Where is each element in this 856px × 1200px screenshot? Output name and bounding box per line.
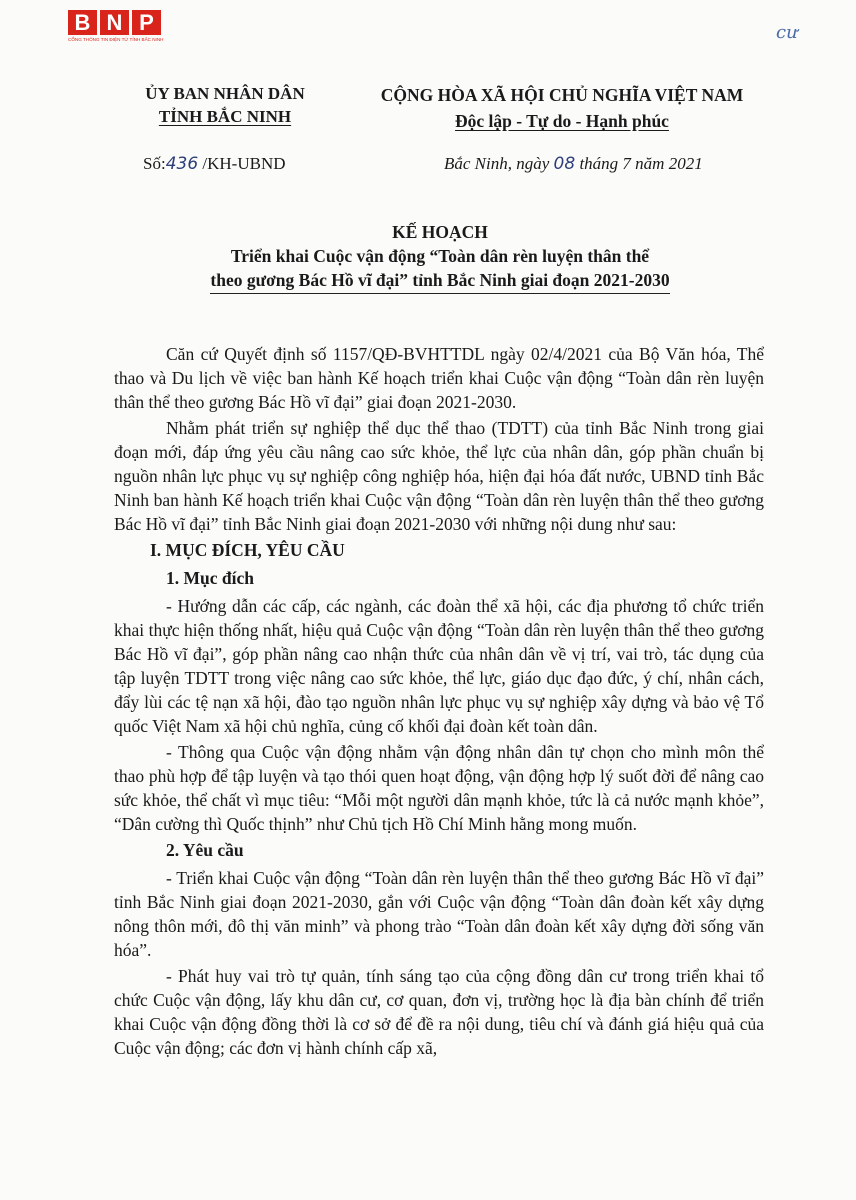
national-motto: Độc lập - Tự do - Hạnh phúc [455, 111, 669, 131]
doc-number-handwritten: 436 [165, 154, 199, 174]
doc-number-suffix: /KH-UBND [202, 154, 286, 173]
logo-tagline: CỔNG THÔNG TIN ĐIỆN TỬ TỈNH BẮC NINH [68, 37, 164, 42]
doc-number-prefix: Số: [143, 154, 166, 173]
document-number [143, 154, 286, 174]
subsection-heading-requirements: 2. Yêu cầu [166, 840, 244, 860]
authority-line-2: TỈNH BẮC NINH [158, 107, 292, 126]
place-date-prefix: Bắc Ninh, ngày [444, 154, 554, 173]
paragraph-purpose-1: - Hướng dẫn các cấp, các ngành, các đoàn thể xã hội, các địa phương tổ chức triển khai thực hiện thống nhất, hiệu quả Cuộc vận động “Toàn dân rèn luyện thân thể theo gương Bác Hồ vĩ đại”, góp phần nâng cao nhận thức của nhân dân về vị trí, vai trò, tác dụng của tập luyện TDTT trong việc nâng cao sức khỏe, thể lực, giáo dục đạo đức, ý chí, nhân cách, đẩy lùi các tệ nạn xã hội, đào tạo nguồn nhân lực phục vụ sự nghiệp xây dựng và bảo vệ Tổ quốc Việt Nam xã hội chủ nghĩa, củng cố khối đại đoàn kết toàn dân. [114, 596, 764, 736]
national-header [352, 82, 772, 134]
place-date-suffix: tháng 7 năm 2021 [575, 154, 703, 173]
place-date [444, 154, 703, 174]
section-heading-1: I. MỤC ĐÍCH, YÊU CẦU [150, 540, 345, 560]
subsection-heading-purpose: 1. Mục đích [166, 568, 254, 588]
paragraph-purpose-intro: Nhằm phát triển sự nghiệp thể dục thể thao (TDTT) của tỉnh Bắc Ninh trong giai đoạn mới, đáp ứng yêu cầu nâng cao sức khỏe, thể lực của nhân dân, góp phần chuẩn bị nguồn nhân lực phục vụ sự nghiệp công nghiệp hóa, hiện đại hóa đất nước, UBND tỉnh Bắc Ninh ban hành Kế hoạch triển khai Cuộc vận động “Toàn dân rèn luyện thân thể theo gương Bác Hồ vĩ đại” tỉnh Bắc Ninh giai đoạn 2021-2030 với những nội dung như sau: [114, 418, 764, 534]
logo-letter-p: P [132, 10, 161, 35]
logo-letter-b: B [68, 10, 97, 35]
paragraph-purpose-2: - Thông qua Cuộc vận động nhằm vận động nhân dân tự chọn cho mình môn thể thao phù hợp để tập luyện và tạo thói quen hoạt động, vận động hợp lý suốt đời để nâng cao sức khỏe, thể chất vì mục tiêu: “Mỗi một người dân mạnh khỏe, tức là cả nước mạnh khỏe”, “Dân cường thì Quốc thịnh” như Chủ tịch Hồ Chí Minh hằng mong muốn. [114, 742, 764, 834]
bnp-logo [68, 10, 166, 46]
paragraph-requirement-1: - Triển khai Cuộc vận động “Toàn dân rèn luyện thân thể theo gương Bác Hồ vĩ đại” tỉnh Bắc Ninh giai đoạn 2021-2030, gắn với Cuộc vận động “Toàn dân đoàn kết xây dựng nông thôn mới, đô thị văn minh” và phong trào “Toàn dân đoàn kết xây dựng đời sống văn hóa”. [114, 868, 764, 960]
title-sub-2: theo gương Bác Hồ vĩ đại” tỉnh Bắc Ninh giai đoạn 2021-2030 [210, 268, 669, 294]
title-main: KẾ HOẠCH [392, 222, 488, 242]
issuing-authority [110, 82, 340, 128]
paragraph-requirement-2: - Phát huy vai trò tự quản, tính sáng tạo của cộng đồng dân cư trong triển khai tổ chức Cuộc vận động, lấy khu dân cư, cơ quan, đơn vị, trường học là địa bàn chính để triển khai Cuộc vận động đồng thời là cơ sở để đề ra nội dung, tiêu chí và đánh giá hiệu quả của Cuộc vận động; các đơn vị hành chính cấp xã, [114, 966, 764, 1058]
authority-line-1: ỦY BAN NHÂN DÂN [145, 84, 305, 103]
logo-letter-n: N [100, 10, 129, 35]
title-sub-1: Triển khai Cuộc vận động “Toàn dân rèn luyện thân thể [230, 246, 650, 266]
document-title [130, 220, 750, 294]
paragraph-legal-basis: Căn cứ Quyết định số 1157/QĐ-BVHTTDL ngày 02/4/2021 của Bộ Văn hóa, Thể thao và Du lịch về việc ban hành Kế hoạch triển khai Cuộc vận động “Toàn dân rèn luyện thân thể theo gương Bác Hồ vĩ đại” giai đoạn 2021-2030. [114, 344, 764, 412]
handwritten-mark: cư [776, 22, 798, 43]
national-title: CỘNG HÒA XÃ HỘI CHỦ NGHĨA VIỆT NAM [380, 85, 744, 105]
place-date-day: 08 [553, 154, 576, 174]
document-body [114, 342, 764, 1062]
